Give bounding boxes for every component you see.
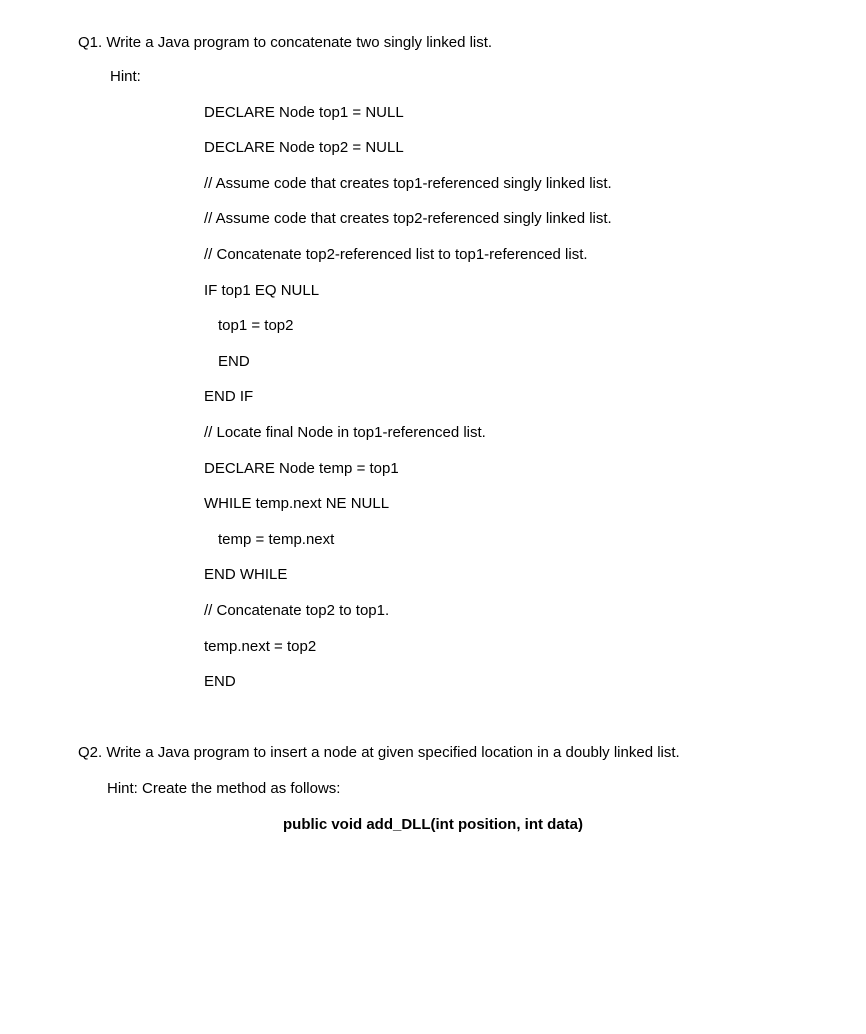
code-line: DECLARE Node temp = top1 <box>204 460 399 477</box>
method-signature: public void add_DLL(int position, int data) <box>283 816 583 833</box>
q2-question: Q2. Write a Java program to insert a node at given specified location in a doubly linked list. <box>78 744 680 761</box>
code-line: IF top1 EQ NULL <box>204 282 320 299</box>
code-line: END WHILE <box>204 566 288 583</box>
code-line: temp = temp.next <box>218 531 335 548</box>
code-line: DECLARE Node top2 = NULL <box>204 139 404 156</box>
q2-hint: Hint: Create the method as follows: <box>107 780 341 797</box>
code-line: top1 = top2 <box>218 317 294 334</box>
q1-hint-label: Hint: <box>110 68 141 85</box>
code-line: END IF <box>204 388 254 405</box>
code-line: // Concatenate top2-referenced list to top1-referenced list. <box>204 246 588 263</box>
code-line: END <box>204 673 236 690</box>
code-line: // Concatenate top2 to top1. <box>204 602 390 619</box>
q1-question: Q1. Write a Java program to concatenate two singly linked list. <box>78 34 493 51</box>
code-line: WHILE temp.next NE NULL <box>204 495 390 512</box>
code-line: DECLARE Node top1 = NULL <box>204 104 404 121</box>
code-line: END <box>218 353 250 370</box>
code-line: // Assume code that creates top2-referenced singly linked list. <box>204 210 612 227</box>
code-line: // Locate final Node in top1-referenced list. <box>204 424 486 441</box>
code-line: // Assume code that creates top1-referenced singly linked list. <box>204 175 612 192</box>
code-line: temp.next = top2 <box>204 638 317 655</box>
